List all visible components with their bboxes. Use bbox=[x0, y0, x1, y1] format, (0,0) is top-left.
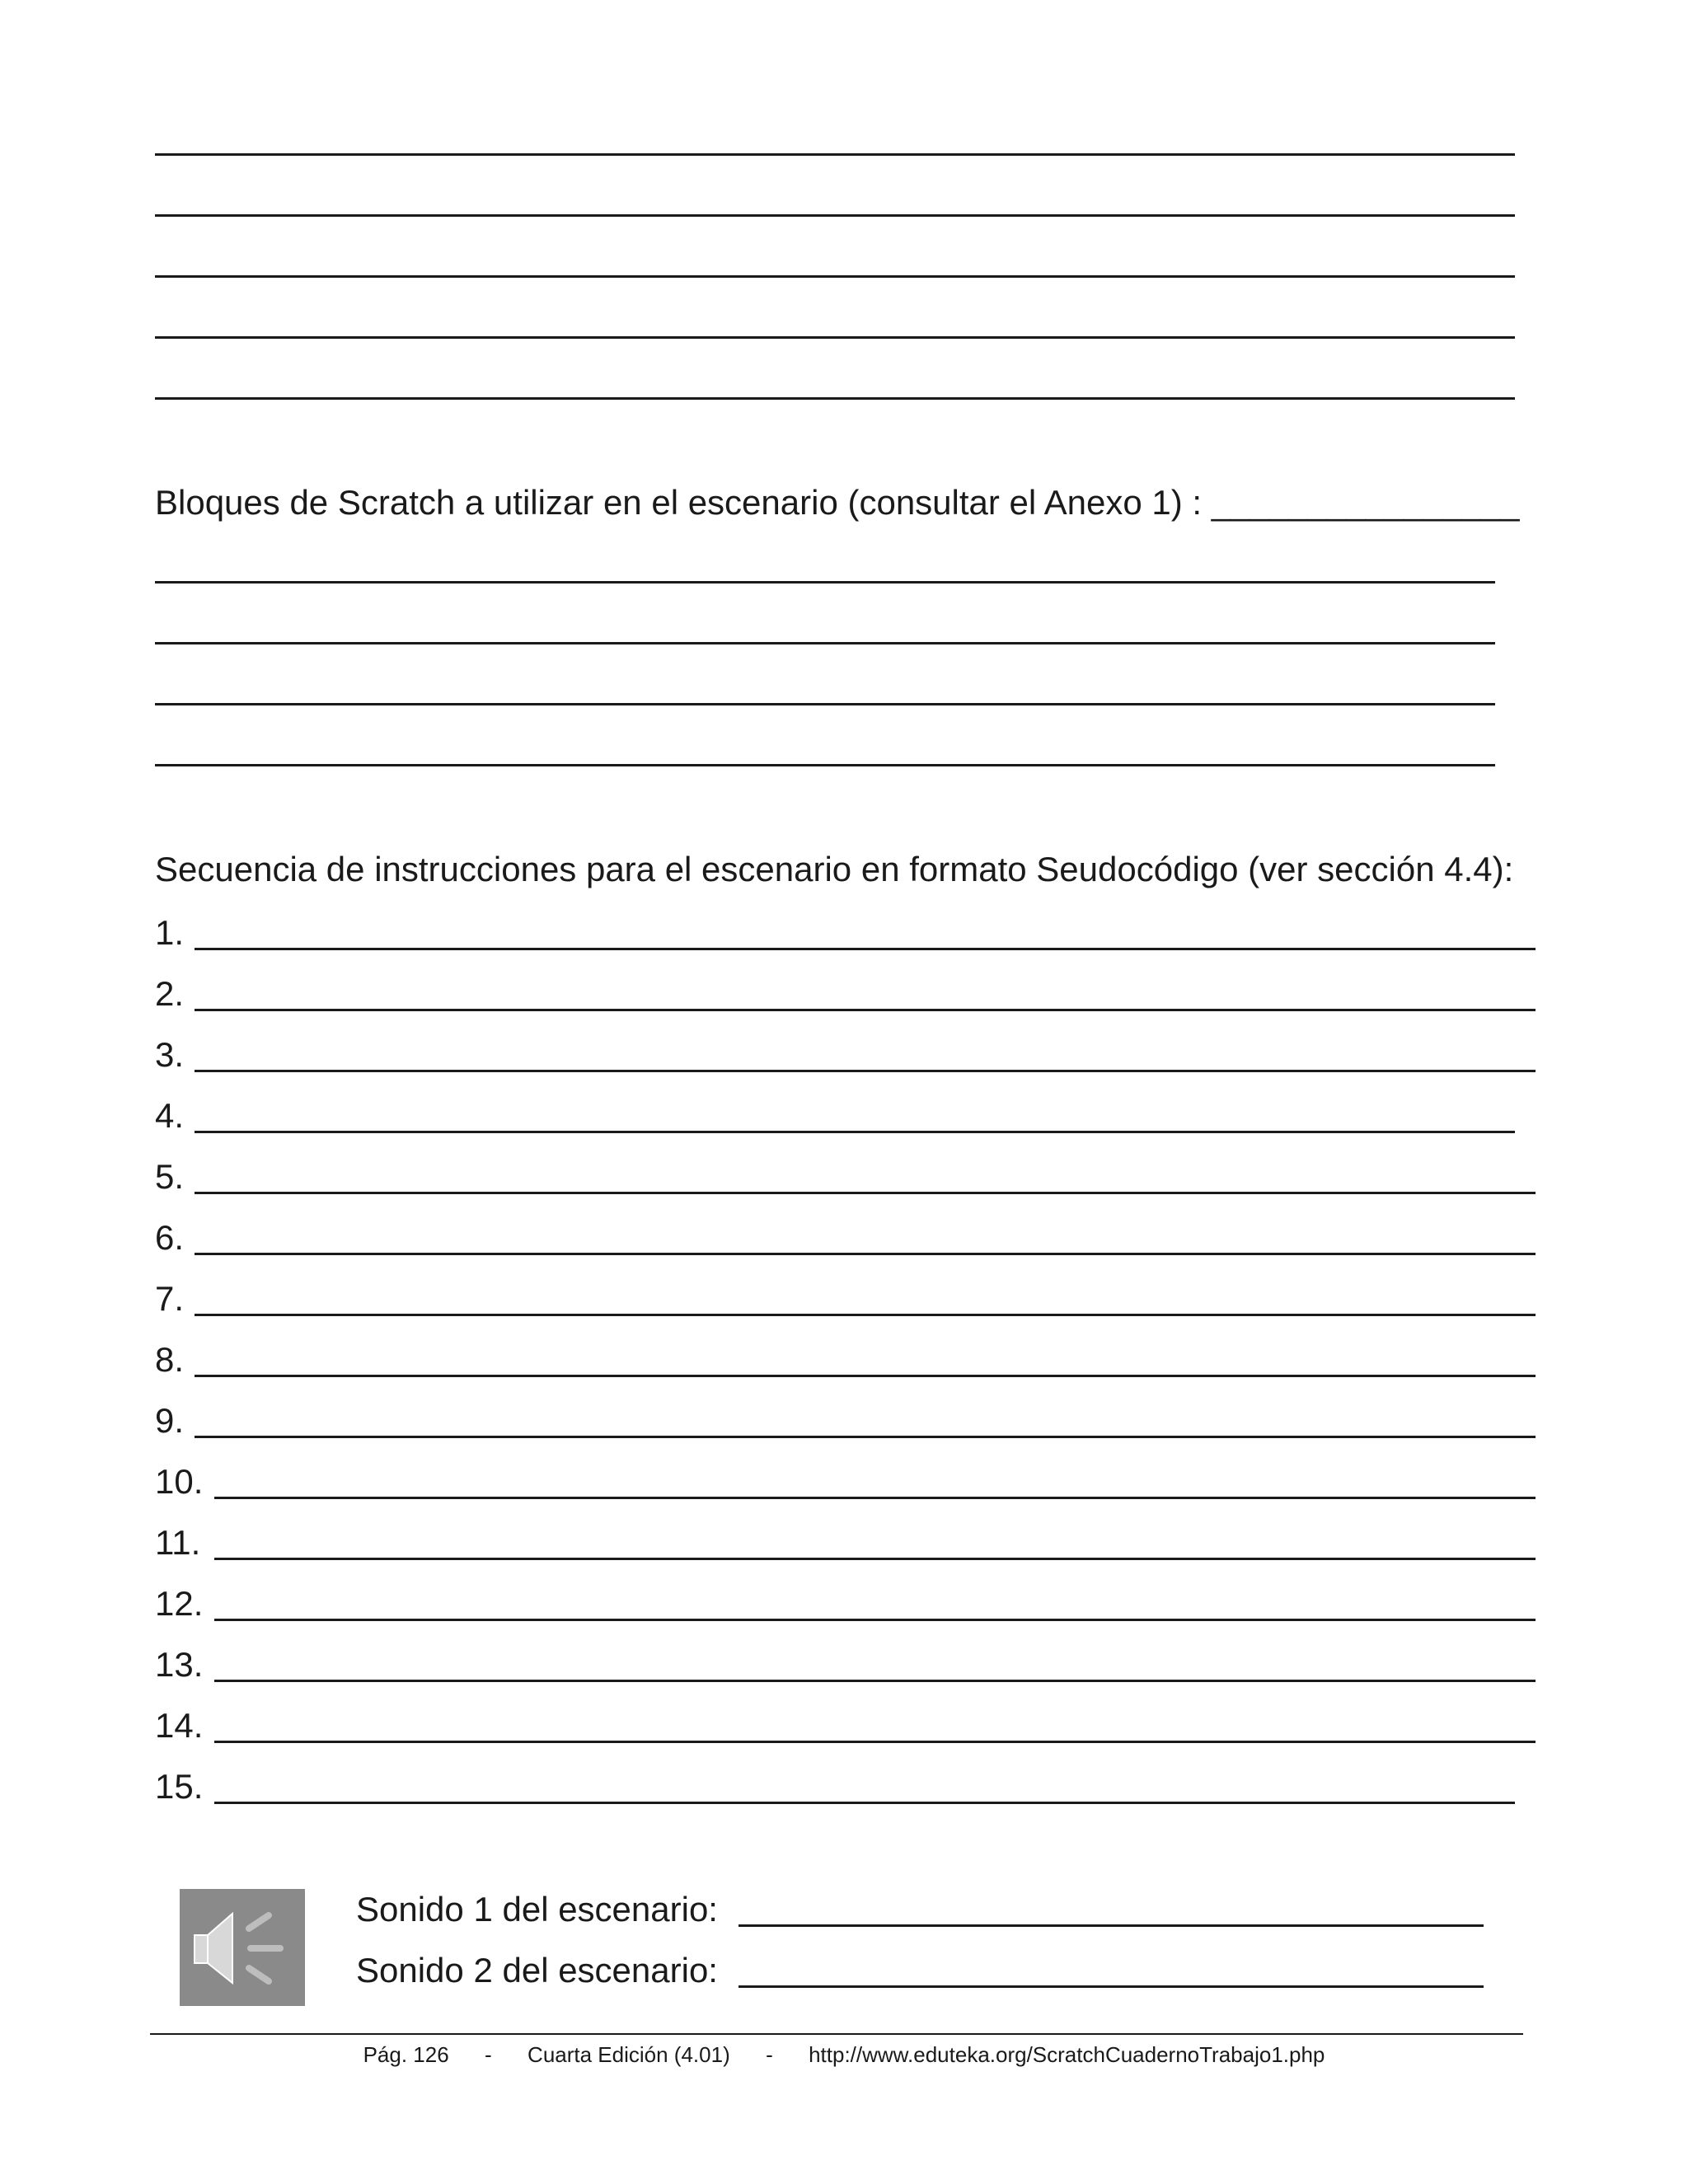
sequence-item bbox=[155, 1278, 1536, 1319]
blank-line bbox=[155, 581, 1495, 583]
footer-separator: - bbox=[485, 2042, 492, 2067]
footer-divider bbox=[150, 2033, 1523, 2035]
sequence-item bbox=[155, 1705, 1536, 1746]
item-number: 5. bbox=[155, 1157, 185, 1196]
answer-line bbox=[195, 1009, 1536, 1011]
blank-line bbox=[155, 214, 1515, 217]
sequence-item bbox=[155, 973, 1536, 1015]
answer-line bbox=[195, 1131, 1515, 1133]
sound-2-row bbox=[356, 1950, 1484, 1991]
answer-line bbox=[195, 1314, 1536, 1316]
answer-line bbox=[195, 948, 1536, 950]
blank-line bbox=[155, 336, 1515, 339]
sequence-item bbox=[155, 1461, 1536, 1502]
item-number: 10. bbox=[155, 1462, 204, 1501]
sound-1-row bbox=[356, 1889, 1484, 1930]
item-number: 12. bbox=[155, 1584, 204, 1623]
item-number: 9. bbox=[155, 1401, 185, 1440]
speaker-icon bbox=[180, 1889, 305, 2006]
sequence-item bbox=[155, 912, 1536, 954]
page-number: Pág. 126 bbox=[363, 2042, 449, 2067]
sequence-item bbox=[155, 1400, 1536, 1441]
sequence-item bbox=[155, 1766, 1515, 1807]
answer-line bbox=[214, 1497, 1536, 1499]
blank-line bbox=[155, 275, 1515, 278]
answer-line bbox=[195, 1192, 1536, 1194]
sound-2-label: Sonido 2 del escenario: bbox=[356, 1951, 718, 1990]
answer-line bbox=[214, 1741, 1536, 1743]
item-number: 3. bbox=[155, 1035, 185, 1074]
sequence-item bbox=[155, 1034, 1536, 1076]
answer-line bbox=[214, 1619, 1536, 1621]
answer-line bbox=[195, 1253, 1536, 1255]
blank-line bbox=[155, 764, 1495, 766]
answer-line bbox=[214, 1680, 1536, 1682]
item-number: 4. bbox=[155, 1096, 185, 1135]
item-number: 13. bbox=[155, 1645, 204, 1684]
answer-line bbox=[195, 1375, 1536, 1377]
answer-line bbox=[738, 1985, 1484, 1988]
item-number: 14. bbox=[155, 1706, 204, 1745]
item-number: 2. bbox=[155, 974, 185, 1013]
sound-1-label: Sonido 1 del escenario: bbox=[356, 1890, 718, 1929]
sequence-item bbox=[155, 1583, 1536, 1624]
blank-line bbox=[155, 397, 1515, 400]
answer-line bbox=[195, 1436, 1536, 1438]
sequence-item bbox=[155, 1644, 1536, 1685]
page-footer bbox=[0, 2038, 1688, 2071]
blocks-prompt: Bloques de Scratch a utilizar en el escenario (consultar el Anexo 1) : ________________ bbox=[155, 483, 1520, 522]
blank-line bbox=[155, 642, 1495, 644]
answer-line bbox=[214, 1558, 1536, 1560]
sequence-item bbox=[155, 1339, 1536, 1380]
sequence-item bbox=[155, 1217, 1536, 1258]
answer-line bbox=[214, 1802, 1515, 1804]
footer-url[interactable]: http://www.eduteka.org/ScratchCuadernoTrabajo1.php bbox=[809, 2042, 1325, 2067]
edition-label: Cuarta Edición (4.01) bbox=[528, 2042, 730, 2067]
sequence-item bbox=[155, 1156, 1536, 1197]
item-number: 7. bbox=[155, 1279, 185, 1318]
sequence-item bbox=[155, 1522, 1536, 1563]
footer-separator: - bbox=[766, 2042, 773, 2067]
sequence-item bbox=[155, 1095, 1515, 1137]
item-number: 15. bbox=[155, 1767, 204, 1806]
answer-line bbox=[195, 1070, 1536, 1072]
item-number: 11. bbox=[155, 1523, 201, 1562]
blank-line bbox=[155, 153, 1515, 156]
item-number: 1. bbox=[155, 913, 185, 952]
item-number: 8. bbox=[155, 1340, 185, 1379]
sequence-prompt: Secuencia de instrucciones para el escenario en formato Seudocódigo (ver sección 4.4): bbox=[155, 850, 1514, 888]
blank-line bbox=[155, 703, 1495, 705]
answer-line bbox=[738, 1924, 1484, 1927]
item-number: 6. bbox=[155, 1218, 185, 1257]
